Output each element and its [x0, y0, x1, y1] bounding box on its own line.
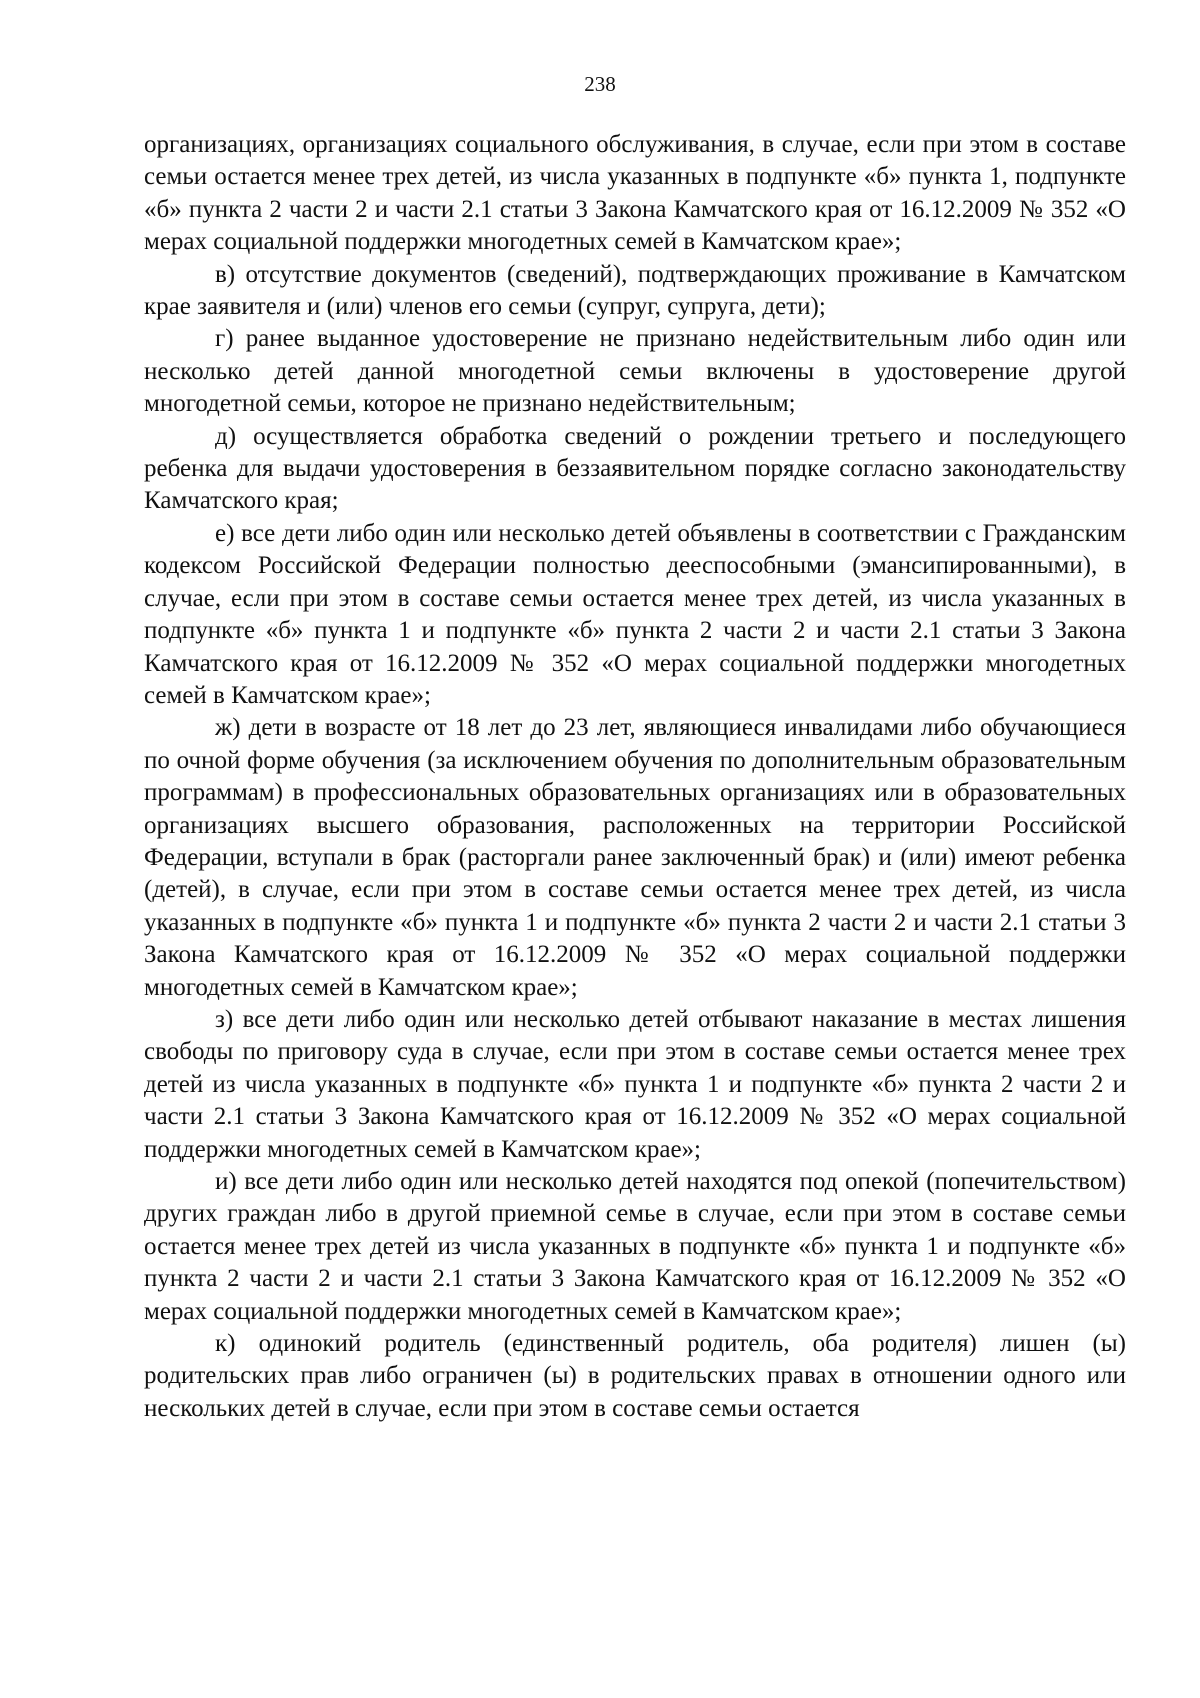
paragraph-item-g: г) ранее выданное удостоверение не признано недействительным либо один или несколько детей данной многодетной семьи включены в удостоверение другой многодетной семьи, которое не признано недействительным;	[144, 325, 1126, 418]
paragraph-item-zh: ж) дети в возрасте от 18 лет до 23 лет, являющиеся инвалидами либо обучающиеся по очной форме обучения (за исключением обучения по дополнительным образовательным программам) в профессиональных образовательных организациях или в образовательных организациях высшего образования, расположенных на территории Российской Федерации, вступали в брак (расторгали ранее заключенный брак) и (или) имеют ребенка (детей), в случае, если при этом в составе семьи остается менее трех детей, из числа указанных в подпункте «б» пункта 1 и подпункте «б» пункта 2 части 2 и части 2.1 статьи 3 Закона Камчатского края от 16.12.2009 № 352 «О мерах социальной поддержки многодетных семей в Камчатском крае»;	[144, 714, 1126, 1001]
paragraph-item-v: в) отсутствие документов (сведений), подтверждающих проживание в Камчатском крае заявителя и (или) членов его семьи (супруг, супруга, дети);	[144, 260, 1126, 321]
paragraph-continuation: организациях, организациях социального обслуживания, в случае, если при этом в составе семьи остается менее трех детей, из числа указанных в подпункте «б» пункта 1, подпункте «б» пункта 2 части 2 и части 2.1 статьи 3 Закона Камчатского края от 16.12.2009 № 352 «О мерах социальной поддержки многодетных семей в Камчатском крае»;	[144, 131, 1126, 256]
paragraph-item-k: к) одинокий родитель (единственный родитель, оба родителя) лишен (ы) родительских прав либо ограничен (ы) в родительских правах в отношении одного или нескольких детей в случае, если при этом в составе семьи остается	[144, 1330, 1126, 1422]
paragraph-item-d: д) осуществляется обработка сведений о рождении третьего и последующего ребенка для выдачи удостоверения в беззаявительном порядке согласно законодательству Камчатского края;	[144, 422, 1126, 515]
paragraph-item-z: з) все дети либо один или несколько детей отбывают наказание в местах лишения свободы по приговору суда в случае, если при этом в составе семьи остается менее трех детей из числа указанных в подпункте «б» пункта 1 и подпункте «б» пункта 2 части 2 и части 2.1 статьи 3 Закона Камчатского края от 16.12.2009 № 352 «О мерах социальной поддержки многодетных семей в Камчатском крае»;	[144, 1005, 1126, 1163]
paragraph-item-e: е) все дети либо один или несколько детей объявлены в соответствии с Гражданским кодексом Российской Федерации полностью дееспособными (эмансипированными), в случае, если при этом в составе семьи остается менее трех детей, из числа указанных в подпункте «б» пункта 1 и подпункте «б» пункта 2 части 2 и части 2.1 статьи 3 Закона Камчатского края от 16.12.2009 № 352 «О мерах социальной поддержки многодетных семей в Камчатском крае»;	[144, 519, 1126, 709]
paragraph-item-i: и) все дети либо один или несколько детей находятся под опекой (попечительством) других граждан либо в другой приемной семье в случае, если при этом в составе семьи остается менее трех детей из числа указанных в подпункте «б» пункта 1 и подпункте «б» пункта 2 части 2 и части 2.1 статьи 3 Закона Камчатского края от 16.12.2009 № 352 «О мерах социальной поддержки многодетных семей в Камчатском крае»;	[144, 1168, 1126, 1325]
page-number: 238	[584, 72, 616, 96]
document-body	[144, 129, 1126, 1425]
